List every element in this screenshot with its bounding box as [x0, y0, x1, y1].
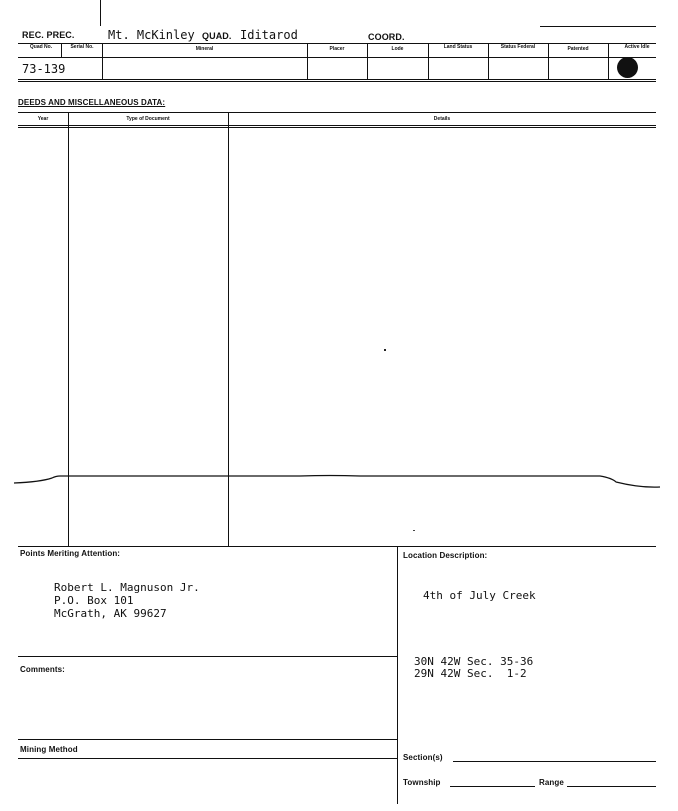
- scan-speck: [384, 349, 386, 351]
- location-legal-2: 29N 42W Sec. 1-2: [414, 667, 527, 680]
- col-serial-no: Serial No.: [70, 44, 94, 50]
- township-label: Township: [403, 778, 441, 787]
- quad-label: QUAD.: [202, 31, 232, 41]
- claims-header-rule: [18, 57, 656, 58]
- range-label: Range: [539, 778, 564, 787]
- mining-method-label: Mining Method: [20, 745, 78, 754]
- col-status-federal: Status Federal: [500, 44, 536, 50]
- sections-label: Section(s): [403, 753, 443, 762]
- location-legal-1: 30N 42W Sec. 35-36: [414, 655, 534, 668]
- claims-divider-6: [488, 43, 489, 79]
- deeds-header-rule: [18, 125, 656, 126]
- sections-field[interactable]: [453, 761, 656, 762]
- owner-address-2: McGrath, AK 99627: [54, 607, 167, 620]
- col-active-idle: Active Idle: [624, 44, 650, 50]
- claims-divider-5: [428, 43, 429, 79]
- quad-value: Iditarod: [240, 28, 298, 42]
- deeds-section-title: DEEDS AND MISCELLANEOUS DATA:: [18, 98, 166, 107]
- col-lode: Lode: [391, 46, 404, 52]
- rec-prec-label: REC. PREC.: [22, 30, 75, 40]
- bottom-column-divider: [397, 546, 398, 804]
- mining-method-rule: [18, 758, 397, 759]
- claims-bottom-rule: [18, 79, 656, 80]
- deeds-top-rule: [18, 112, 656, 113]
- claims-divider-8: [608, 43, 609, 79]
- quad-no-value: 73-139: [22, 62, 66, 76]
- rec-prec-value: Mt. McKinley: [108, 28, 195, 42]
- hole-punch-mark: [617, 57, 638, 78]
- coord-label: COORD.: [368, 32, 405, 42]
- header-rule-right: [540, 26, 656, 27]
- range-field[interactable]: [567, 786, 656, 787]
- col-patented: Patented: [567, 46, 589, 52]
- points-label: Points Meriting Attention:: [20, 549, 121, 558]
- owner-name: Robert L. Magnuson Jr.: [54, 581, 200, 594]
- comments-label: Comments:: [20, 665, 65, 674]
- col-placer: Placer: [329, 46, 345, 52]
- owner-address-1: P.O. Box 101: [54, 594, 134, 607]
- claims-bottom-rule-2: [18, 81, 656, 82]
- splice-line: [0, 468, 678, 498]
- header-tick: [100, 0, 101, 26]
- mining-method-top-rule: [18, 739, 397, 740]
- claims-divider-1: [61, 43, 62, 57]
- township-field[interactable]: [450, 786, 535, 787]
- col-mineral: Mineral: [195, 46, 214, 52]
- col-land-status: Land Status: [443, 44, 473, 50]
- col-quad-no: Quad No.: [29, 44, 53, 50]
- deeds-bottom-rule: [18, 546, 656, 547]
- col-type-of-document: Type of Document: [126, 116, 170, 122]
- comments-top-rule: [18, 656, 397, 657]
- scan-speck: [413, 530, 415, 531]
- col-details: Details: [433, 116, 451, 122]
- deeds-header-rule-2: [18, 127, 656, 128]
- location-name: 4th of July Creek: [423, 589, 536, 602]
- col-year: Year: [37, 116, 49, 122]
- location-label: Location Description:: [403, 551, 488, 560]
